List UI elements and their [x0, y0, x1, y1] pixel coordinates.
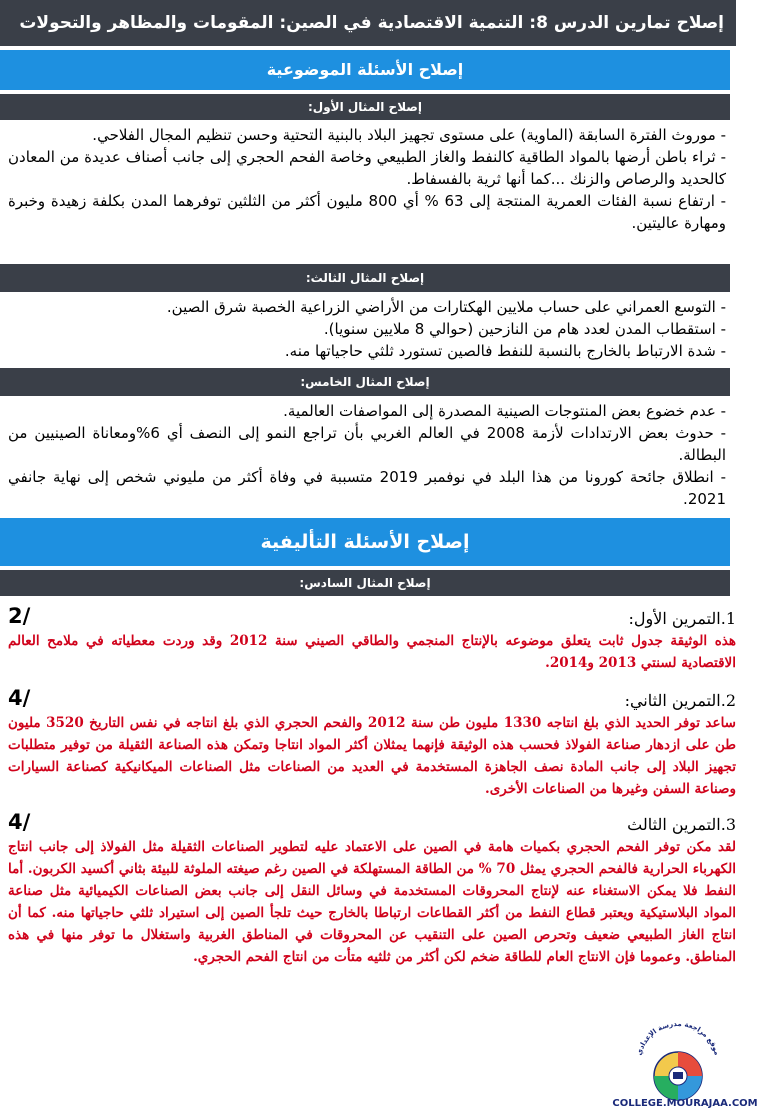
- exercise-1: [8, 604, 736, 674]
- site-logo-icon: [628, 1018, 728, 1102]
- svg-text:موقع مراجعة مدرسة الإعدادي: [635, 1020, 721, 1056]
- exercise-3: [8, 810, 736, 968]
- exercise-2: [8, 686, 736, 800]
- example1-line: - ارتفاع نسبة الفئات العمرية المنتجة إلى 63 % أي 800 مليون أكثر من الثلثين توفرهما المدن بكلفة زهيدة وخبرة ومهارة عاليتين.: [8, 192, 727, 232]
- objective-section-heading: إصلاح الأسئلة الموضوعية: [0, 50, 730, 90]
- example3-answer: [8, 296, 726, 362]
- example3-line: - التوسع العمراني على حساب ملايين الهكتارات من الأراضي الزراعية الخصبة شرق الصين.: [166, 298, 726, 316]
- exercise-1-title: 1.التمرين الأول:: [628, 609, 736, 628]
- example1-line: - موروث الفترة السابقة (الماوية) على مستوى تجهيز البلاد بالبنية التحتية وحسن تنظيم المجال الفلاحي.: [92, 126, 726, 144]
- synthesis-section-heading: إصلاح الأسئلة التأليفية: [0, 518, 730, 566]
- exercise-1-score: 2/: [8, 604, 31, 628]
- page-title: إصلاح تمارين الدرس 8: التنمية الاقتصادية في الصين: المقومات والمظاهر والتحولات: [0, 0, 736, 46]
- example5-answer: [8, 400, 726, 510]
- example1-line: - ثراء باطن أرضها بالمواد الطاقية كالنفط والغاز الطبيعي وخاصة الفحم الحجري إلى جانب أصناف عديدة من المعادن كالحديد والرصاص والزنك ...كما أنها ثرية بالفسفاط.: [8, 148, 726, 188]
- example5-line: - انطلاق جائحة كورونا من هذا البلد في نوفمبر 2019 متسببة في وفاة أكثر من مليوني شخص إلى نهاية جانفي 2021.: [8, 468, 726, 508]
- example6-label: إصلاح المثال السادس:: [0, 570, 730, 596]
- logo-arc-text: موقع مراجعة مدرسة الإعدادي: [635, 1019, 721, 1057]
- example5-label: إصلاح المثال الخامس:: [0, 368, 730, 396]
- exercise-1-answer: هذه الوثيقة جدول ثابت يتعلق موضوعه بالإنتاج المنجمي والطاقي الصيني سنة 2012 وقد وردت معطياته في ملامح العالم الاقتصادية لسنتي 2013 و2014.: [8, 633, 737, 671]
- exercise-3-score: 4/: [8, 810, 31, 834]
- example3-line: - شدة الارتباط بالخارج بالنسبة للنفط فالصين تستورد ثلثي حاجياتها منه.: [284, 342, 726, 360]
- exercise-3-title: 3.التمرين الثالث: [627, 815, 736, 834]
- example1-label: إصلاح المثال الأول:: [0, 94, 730, 120]
- example3-line: - استقطاب المدن لعدد هام من النازحين (حوالي 8 ملايين سنويا).: [323, 320, 726, 338]
- example5-line: - حدوث بعض الارتدادات لأزمة 2008 في العالم الغربي بأن تراجع النمو إلى النصف أي 6%ومعاناة الصينيين من البطالة.: [8, 424, 727, 464]
- example3-label: إصلاح المثال الثالث:: [0, 264, 730, 292]
- exercise-3-answer: لقد مكن توفر الفحم الحجري بكميات هامة في الصين على الاعتماد عليه لتطوير الصناعات الثقيلة مثل الفولاذ إلى جانب انتاج الكهرباء الحرارية فالفحم الحجري يمثل 70 % من الطاقة المستهلكة في الصين رغم صيغته الملوثة للبيئة بثاني أكسيد الكربون. أما النفط فلا يمكن الاستغناء عنه لإنتاج المحروقات المستخدمة في وسائل النقل إلى جانب بعض الصناعات الكيميائية مثل صناعة المواد البلاستيكية ويعتبر قطاع النفط من أكثر القطاعات ارتباطا بالخارج حيث تلجأ الصين إلى استيراد ثلثي حاجياتها منه. كما أن انتاج الغاز الطبيعي ضعيف وتحرص الصين على التنقيب عن المحروقات في المناطق الغربية واستغلال ما توفر منها في هذه المناطق. وعموما فإن الانتاج العام للطاقة ضخم لكن أكثر من ثلثيه متأت من انتاج الفحم الحجري.: [8, 839, 736, 965]
- example1-answer: [8, 124, 726, 234]
- exercise-2-title: 2.التمرين الثاني:: [624, 691, 736, 710]
- exercise-2-score: 4/: [8, 686, 31, 710]
- exercise-2-answer: ساعد توفر الحديد الذي بلغ انتاجه 1330 مليون طن سنة 2012 والفحم الحجري الذي بلغ انتاجه في نفس التاريخ 3520 مليون طن على ازدهار صناعة الفولاذ فحسب هذه الوثيقة فإنهما يمثلان أكثر المواد انتاجا وتمكن هذه الصناعة الثقيلة من توفير متطلبات تجهيز البلاد إلى جانب المادة نصف الجاهزة المستخدمة في العديد من الصناعات مثل الصناعات الميكانيكية كصناعة السيارات وصناعة السفن وغيرها من الصناعات الأخرى.: [8, 715, 736, 797]
- example5-line: - عدم خضوع بعض المنتوجات الصينية المصدرة إلى المواصفات العالمية.: [283, 402, 726, 420]
- logo-caption: COLLEGE.MOURAJAA.COM: [612, 1098, 758, 1109]
